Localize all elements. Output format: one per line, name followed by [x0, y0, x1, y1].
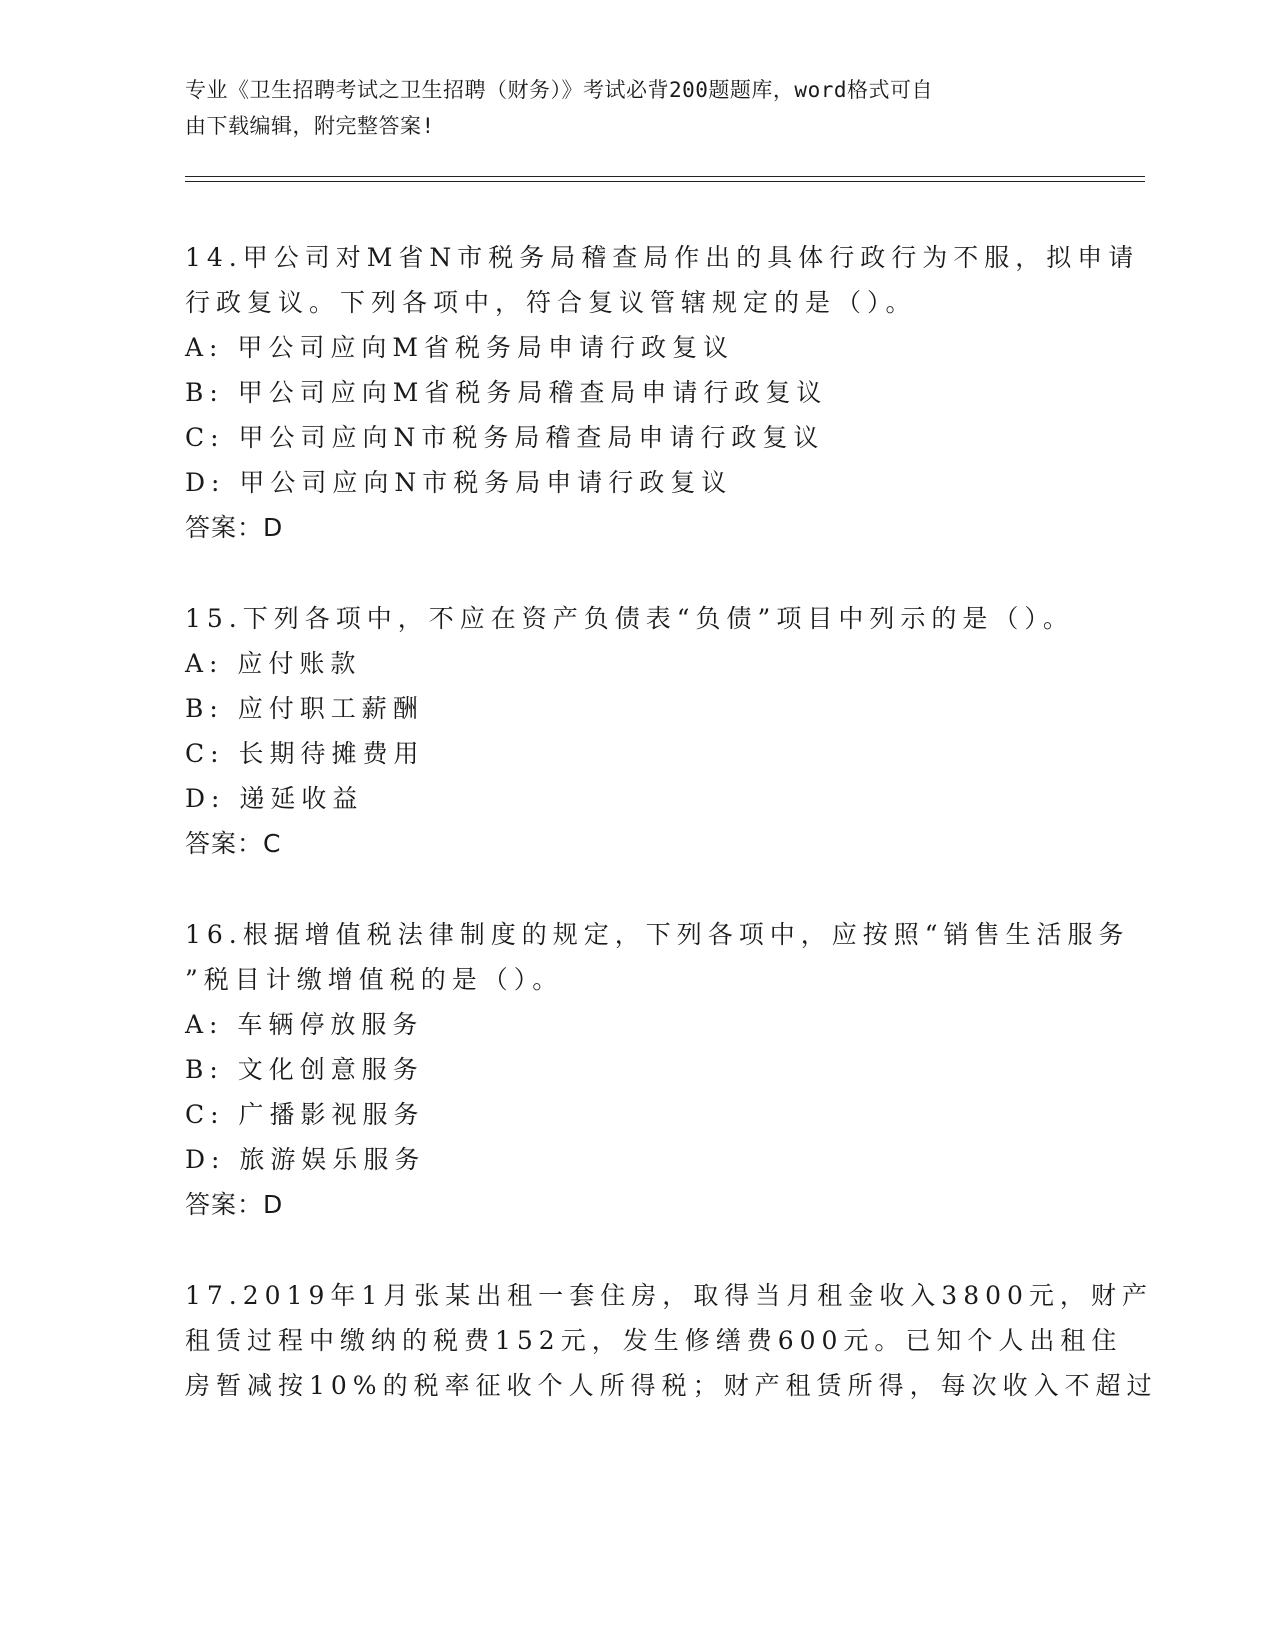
option-d: D: 旅游娱乐服务 — [185, 1145, 426, 1174]
question-text-line: 租赁过程中缴纳的税费152元，发生修缮费600元。已知个人出租住 — [185, 1326, 1123, 1355]
question-text-line: 15.下列各项中，不应在资产负债表“负债”项目中列示的是（）。 — [185, 604, 1074, 633]
option-c: C: 甲公司应向N市税务局稽查局申请行政复议 — [185, 423, 825, 452]
question-15 — [185, 596, 1085, 866]
option-a: A: 甲公司应向M省税务局申请行政复议 — [185, 333, 735, 362]
question-text-line: 房暂减按10%的税率征收个人所得税；财产租赁所得，每次收入不超过 — [185, 1371, 1158, 1400]
answer-label: 答案：D — [185, 1190, 284, 1219]
header-divider-top — [185, 176, 1145, 177]
option-c: C: 长期待摊费用 — [185, 739, 425, 768]
question-text-line: 行政复议。下列各项中，符合复议管辖规定的是（）。 — [185, 288, 917, 317]
option-a: A: 应付账款 — [185, 649, 362, 678]
option-d: D: 甲公司应向N市税务局申请行政复议 — [185, 468, 733, 497]
option-d: D: 递延收益 — [185, 784, 364, 813]
answer-label: 答案：C — [185, 829, 282, 858]
question-14 — [185, 235, 1140, 550]
question-text-line: 14.甲公司对M省N市税务局稽查局作出的具体行政行为不服，拟申请 — [185, 243, 1140, 272]
header-divider-bottom — [185, 181, 1145, 182]
option-b: B: 甲公司应向M省税务局稽查局申请行政复议 — [185, 378, 828, 407]
header-line-1: 专业《卫生招聘考试之卫生招聘（财务）》考试必背200题题库，word格式可自 — [185, 78, 933, 102]
question-17 — [185, 1273, 1158, 1408]
document-header — [185, 72, 1065, 144]
question-text-line: 17.2019年1月张某出租一套住房，取得当月租金收入3800元，财产 — [185, 1281, 1153, 1310]
question-list — [185, 235, 1158, 1454]
header-line-2: 由下载编辑，附完整答案! — [185, 114, 435, 138]
option-b: B: 应付职工薪酬 — [185, 694, 424, 723]
option-c: C: 广播影视服务 — [185, 1100, 425, 1129]
option-a: A: 车辆停放服务 — [185, 1010, 424, 1039]
question-16 — [185, 912, 1130, 1227]
option-b: B: 文化创意服务 — [185, 1055, 424, 1084]
question-text-line: 16.根据增值税法律制度的规定，下列各项中，应按照“销售生活服务 — [185, 920, 1130, 949]
question-text-line: ”税目计缴增值税的是（）。 — [185, 965, 564, 994]
answer-label: 答案：D — [185, 513, 284, 542]
